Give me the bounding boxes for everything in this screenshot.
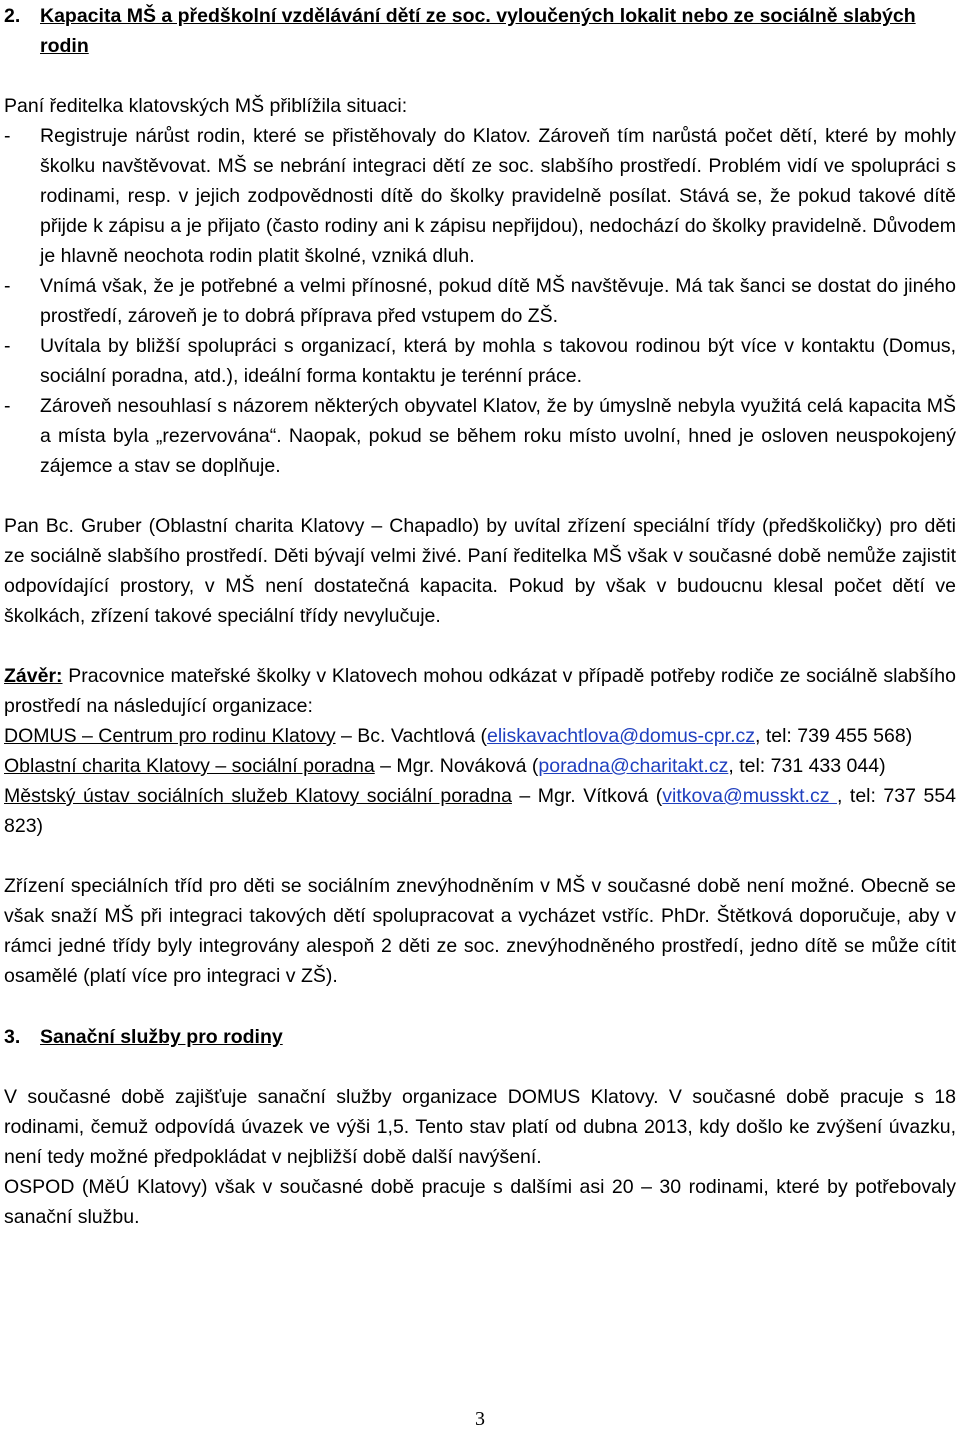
bullet-text: Uvítala by bližší spolupráci s organizací, která by mohla s takovou rodinou být více v kontaktu (Domus, sociální poradna, atd.), ideální forma kontaktu je terénní práce. [40, 335, 956, 387]
bullet-item [4, 331, 956, 391]
section-2-title: Kapacita MŠ a předškolní vzdělávání dětí ze soc. vyloučených lokalit nebo ze sociálně slabých rodin [40, 5, 916, 57]
gruber-paragraph: Pan Bc. Gruber (Oblastní charita Klatovy – Chapadlo) by uvítal zřízení speciální třídy (předškoličky) pro děti ze sociálně slabšího prostředí. Děti bývají velmi živé. Paní ředitelka MŠ však v současné době nemůže zajistit odpovídající prostory, v MŠ není dostatečná kapacita. Pokud by však v budoucnu klesal počet dětí ve školkách, zřízení takové speciální třídy nevylučuje. [4, 515, 956, 627]
contact-phone: , tel: 739 455 568) [754, 725, 913, 747]
contact-person: – Mgr. Vítková ( [511, 785, 663, 807]
conclusion-text: Pracovnice mateřské školky v Klatovech mohou odkázat v případě potřeby rodiče ze sociálně slabšího prostředí na následující organizace: [4, 665, 956, 717]
conclusion-paragraph [4, 661, 956, 721]
contact-email-link[interactable]: eliskavachtlova@domus-cpr.cz [487, 725, 755, 747]
contact-line [4, 751, 956, 781]
contact-email-link[interactable]: poradna@charitakt.cz [538, 755, 729, 777]
contact-email-link[interactable]: vitkova@musskt.cz [662, 785, 837, 807]
contact-org: Oblastní charita Klatovy – sociální poradna [4, 755, 375, 777]
bullet-item [4, 391, 956, 481]
conclusion-label: Závěr: [4, 665, 63, 687]
bullet-item [4, 271, 956, 331]
contact-line [4, 781, 956, 841]
intro-paragraph: Paní ředitelka klatovských MŠ přiblížila situaci: [4, 95, 408, 117]
contact-phone: , tel: 731 433 044) [728, 755, 886, 777]
section-3-title: Sanační služby pro rodiny [40, 1026, 283, 1048]
bullet-dash: - [4, 125, 11, 147]
contact-line [4, 721, 956, 751]
bullet-item [4, 121, 956, 271]
section-3-heading [4, 1021, 956, 1052]
ospod-paragraph: OSPOD (MěÚ Klatovy) však v současné době pracuje s dalšími asi 20 – 30 rodinami, které by potřebovaly sanační službu. [4, 1176, 956, 1228]
document-page [4, 0, 956, 1232]
bullet-text: Zároveň nesouhlasí s názorem některých obyvatel Klatov, že by úmyslně nebyla využitá celá kapacita MŠ a místa byla „rezervována“. Naopak, pokud se během roku místo uvolní, hned je osloven neuspokojený zájemce a stav se doplňuje. [40, 395, 956, 477]
contact-person: – Bc. Vachtlová ( [335, 725, 487, 747]
section-2-heading [4, 0, 956, 61]
contact-person: – Mgr. Nováková ( [374, 755, 539, 777]
page-number: 3 [475, 1408, 485, 1430]
bullet-dash: - [4, 335, 11, 357]
sanation-paragraph: V současné době zajišťuje sanační služby organizace DOMUS Klatovy. V současné době pracuje s 18 rodinami, čemuž odpovídá úvazek ve výši 1,5. Tento stav platí od dubna 2013, kdy došlo ke zvýšení úvazku, není tedy možné předpokládat v nejbližší době další navýšení. [4, 1086, 956, 1168]
section-3-number: 3. [4, 1026, 21, 1048]
bullet-dash: - [4, 395, 11, 417]
special-classes-paragraph: Zřízení speciálních tříd pro děti se sociálním znevýhodněním v MŠ v současné době není možné. Obecně se však snaží MŠ při integraci takových dětí spolupracovat a vycházet vstříc. PhDr. Štětková doporučuje, aby v rámci jedné třídy byly integrovány alespoň 2 děti ze soc. znevýhodněného prostředí, jedno dítě se může cítit osamělé (platí více pro integraci v ZŠ). [4, 875, 956, 987]
contact-org: DOMUS – Centrum pro rodinu Klatovy [4, 725, 336, 747]
section-2-number: 2. [4, 5, 21, 27]
contact-org: Městský ústav sociálních služeb Klatovy sociální poradna [4, 785, 512, 807]
bullet-text: Vnímá však, že je potřebné a velmi přínosné, pokud dítě MŠ navštěvuje. Má tak šanci se dostat do jiného prostředí, zároveň je to dobrá příprava před vstupem do ZŠ. [40, 275, 956, 327]
bullet-dash: - [4, 275, 11, 297]
contact-phone: , tel: 737 554 823) [4, 785, 957, 837]
bullet-text: Registruje nárůst rodin, které se přistěhovaly do Klatov. Zároveň tím narůstá počet dětí, které by mohly školku navštěvovat. MŠ se nebrání integraci dětí ze soc. slabšího prostředí. Problém vidí ve spolupráci s rodinami, resp. v jejich zodpovědnosti dítě do školky pravidelně posílat. Stává se, že pokud takové dítě přijde k zápisu a je přijato (často rodiny ani k zápisu nepřijdou), nedochází do školky pravidelně. Důvodem je hlavně neochota rodin platit školné, vzniká dluh. [40, 125, 956, 267]
